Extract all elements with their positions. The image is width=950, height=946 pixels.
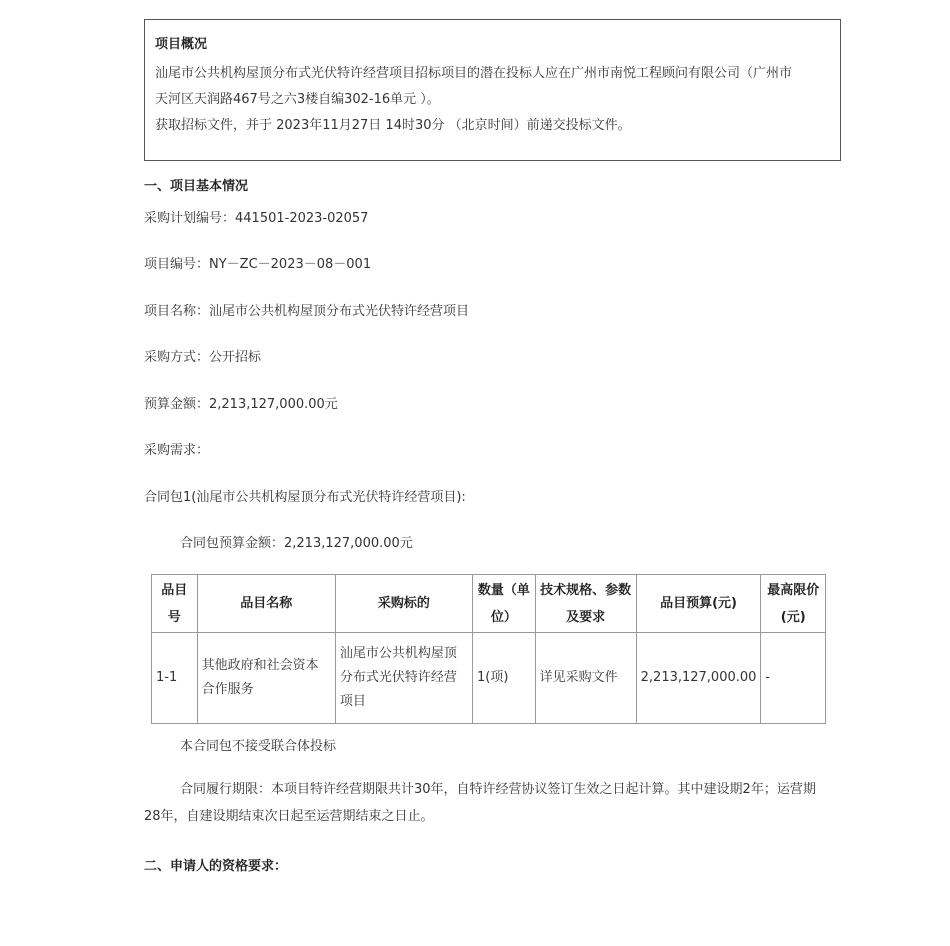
summary-line-1: 汕尾市公共机构屋顶分布式光伏特许经营项目招标项目的潜在投标人应在广州市南悦工程顾问有限公司（广州市: [155, 66, 793, 81]
summary-title: 项目概况: [155, 37, 208, 52]
cell-subject: 汕尾市公共机构屋顶分布式光伏特许经营项目: [335, 633, 472, 724]
procurement-method: 采购方式：公开招标: [144, 350, 262, 365]
project-number: 项目编号：NY－ZC－2023－08－001: [144, 257, 372, 272]
budget-amount: 预算金额：2,213,127,000.00元: [144, 397, 338, 412]
summary-line-3: 获取招标文件，并于 2023年11月27日 14时30分 （北京时间）前递交投标文件。: [155, 118, 631, 133]
cell-item-budget: 2,213,127,000.00: [636, 633, 761, 724]
summary-line-2: 天河区天润路467号之六3楼自编302-16单元 ）。: [155, 92, 440, 107]
cell-specs: 详见采购文件: [535, 633, 636, 724]
header-subject: 采购标的: [335, 575, 472, 633]
table-row: [152, 633, 826, 724]
items-table: [151, 574, 826, 724]
plan-number: 采购计划编号：441501-2023-02057: [144, 211, 369, 226]
section-1-heading: 一、项目基本情况: [144, 179, 249, 194]
no-consortium-note: 本合同包不接受联合体投标: [180, 739, 337, 754]
header-max-price: 最高限价(元): [761, 575, 826, 633]
cell-max-price: -: [761, 633, 826, 724]
cell-item-no: 1-1: [152, 633, 198, 724]
project-summary-box: [144, 19, 841, 161]
header-quantity: 数量（单位）: [473, 575, 536, 633]
cell-item-name: 其他政府和社会资本合作服务: [197, 633, 335, 724]
project-name: 项目名称：汕尾市公共机构屋顶分布式光伏特许经营项目: [144, 304, 470, 319]
package-budget: 合同包预算金额：2,213,127,000.00元: [180, 536, 413, 551]
contract-package: 合同包1(汕尾市公共机构屋顶分布式光伏特许经营项目):: [144, 490, 466, 505]
contract-period: 合同履行期限：本项目特许经营期限共计30年，自特许经营协议签订生效之日起计算。其中建设期2年；运营期28年，自建设期结束次日起至运营期结束之日止。: [144, 782, 816, 824]
header-item-no: 品目号: [152, 575, 198, 633]
header-specs: 技术规格、参数及要求: [535, 575, 636, 633]
section-2-heading: 二、申请人的资格要求：: [144, 859, 288, 874]
procurement-demand: 采购需求：: [144, 443, 210, 458]
header-item-budget: 品目预算(元): [636, 575, 761, 633]
table-header-row: [152, 575, 826, 633]
header-item-name: 品目名称: [197, 575, 335, 633]
cell-quantity: 1(项): [473, 633, 536, 724]
